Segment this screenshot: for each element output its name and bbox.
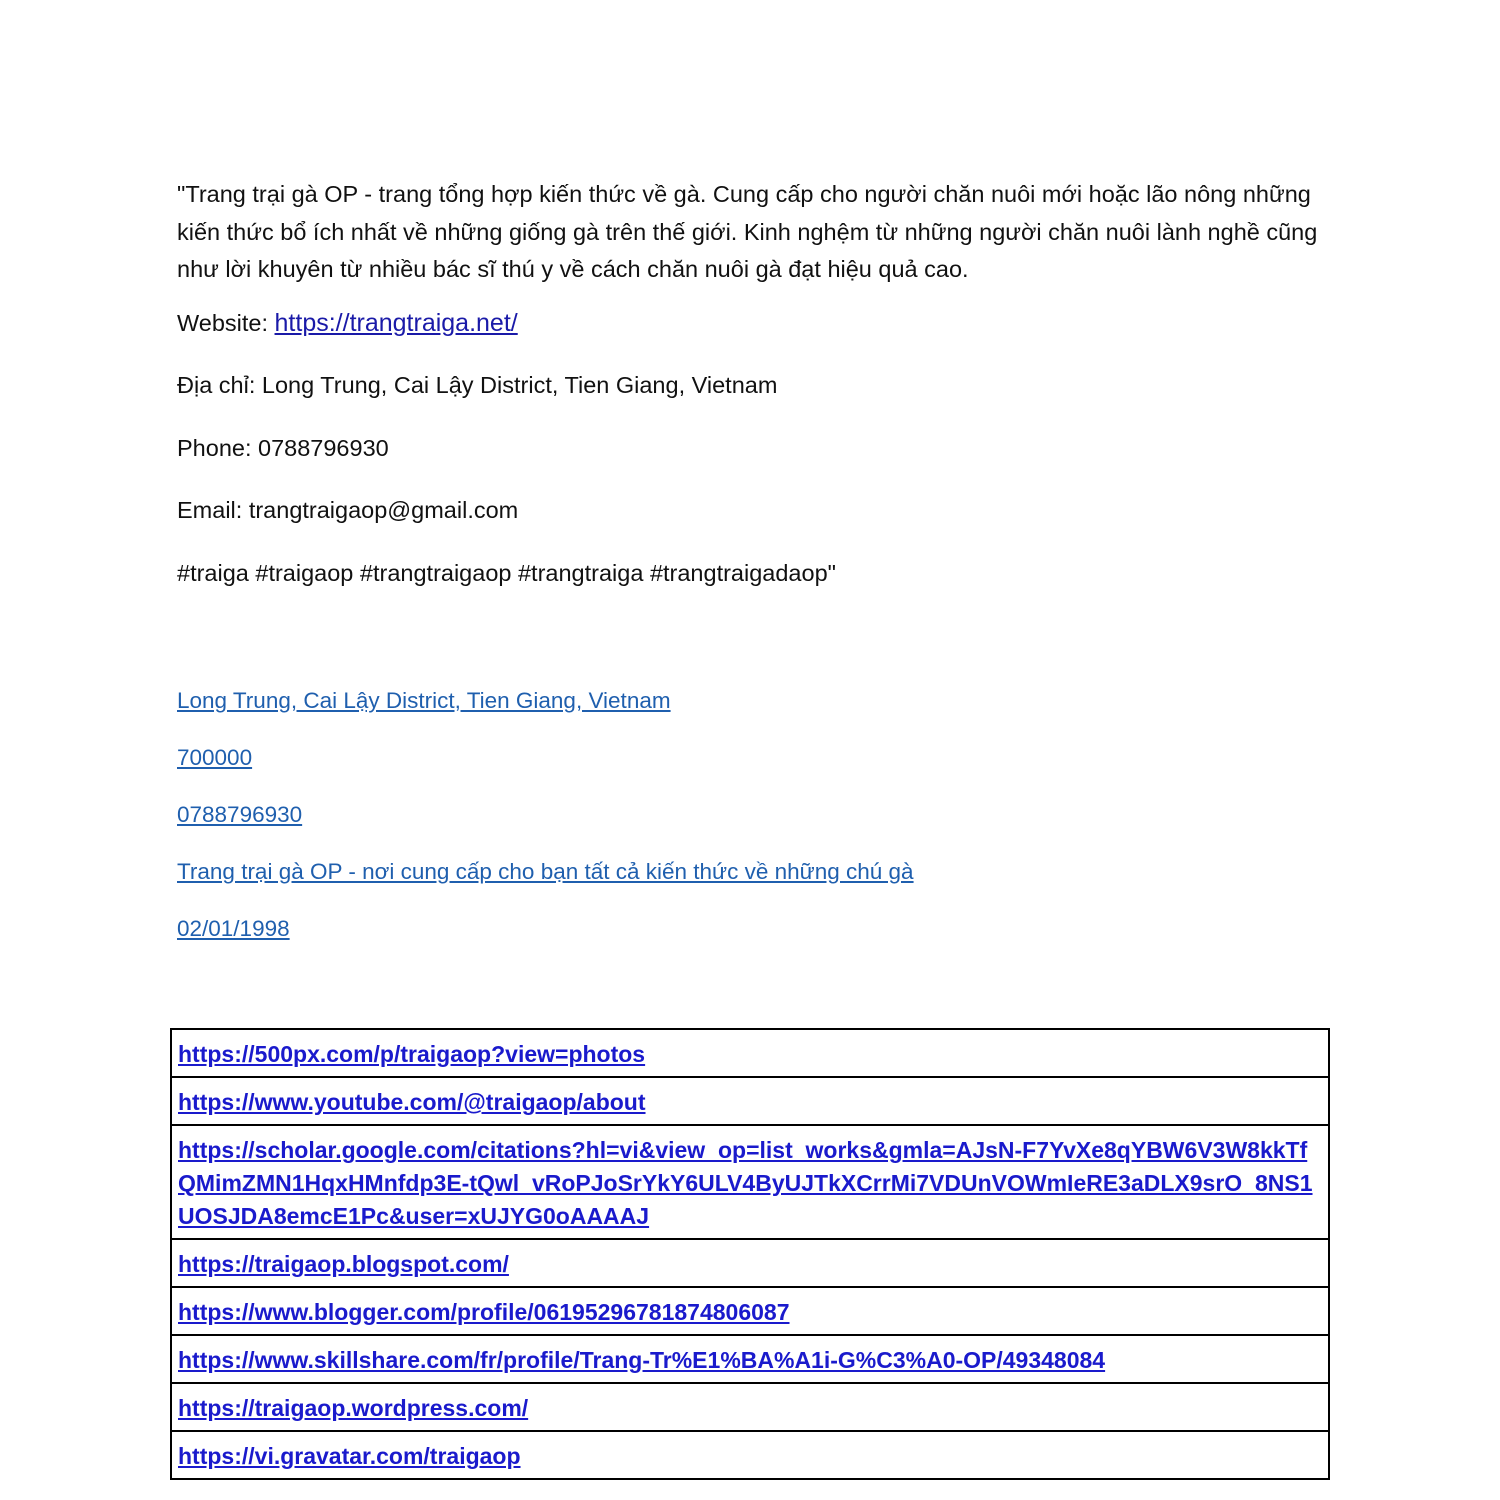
- table-cell: [171, 1383, 1329, 1431]
- profile-link-500px[interactable]: https://500px.com/p/traigaop?view=photos: [178, 1041, 646, 1067]
- profile-link-blogger[interactable]: https://www.blogger.com/profile/06195296781874806087: [178, 1299, 790, 1325]
- phone-link[interactable]: 0788796930: [177, 802, 303, 827]
- email-line: Email: trangtraigaop@gmail.com: [177, 497, 519, 523]
- table-cell: [171, 1029, 1329, 1077]
- table-cell: [171, 1077, 1329, 1125]
- profile-links-table: [170, 1028, 1330, 1480]
- website-label: Website:: [177, 309, 275, 336]
- table-row: [171, 1239, 1329, 1287]
- table-cell: [171, 1335, 1329, 1383]
- table-row: [171, 1383, 1329, 1431]
- table-row: [171, 1029, 1329, 1077]
- address-link[interactable]: Long Trung, Cai Lậy District, Tien Giang, Vietnam: [177, 688, 671, 713]
- tagline-link[interactable]: Trang trại gà OP - nơi cung cấp cho bạn tất cả kiến thức về những chú gà: [177, 859, 914, 884]
- intro-paragraph: "Trang trại gà OP - trang tổng hợp kiến thức về gà. Cung cấp cho người chăn nuôi mới hoặc lão nông những kiến thức bổ ích nhất về những giống gà trên thế giới. Kinh nghệm từ những người chăn nuôi lành nghề cũng như lời khuyên từ nhiều bác sĩ thú y về cách chăn nuôi gà đạt hiệu quả cao.: [177, 181, 1318, 282]
- profile-link-skillshare[interactable]: https://www.skillshare.com/fr/profile/Trang-Tr%E1%BA%A1i-G%C3%A0-OP/49348084: [178, 1347, 1106, 1373]
- profile-link-wordpress[interactable]: https://traigaop.wordpress.com/: [178, 1395, 529, 1421]
- table-row: [171, 1431, 1329, 1479]
- website-link[interactable]: https://trangtraiga.net/: [274, 308, 518, 337]
- table-cell: [171, 1431, 1329, 1479]
- table-cell: [171, 1287, 1329, 1335]
- website-line: [177, 309, 1327, 337]
- table-row: [171, 1077, 1329, 1125]
- hashtags-line: #traiga #traigaop #trangtraigaop #trangtraiga #trangtraigadaop": [177, 559, 836, 586]
- address-links-block: [177, 686, 914, 971]
- profile-link-blogspot[interactable]: https://traigaop.blogspot.com/: [178, 1251, 509, 1277]
- profile-link-google-scholar[interactable]: https://scholar.google.com/citations?hl=vi&view_op=list_works&gmla=AJsN-F7YvXe8qYBW6V3W8kkTfQMimZMN1HqxHMnfdp3E-tQwl_vRoPJoSrYkY6ULV4ByUJTkXCrrMi7VDUnVOWmIeRE3aDLX9srO_8NS1UOSJDA8emcE1Pc&user=xUJYG0oAAAAJ: [178, 1137, 1313, 1229]
- table-row: [171, 1335, 1329, 1383]
- profile-link-gravatar[interactable]: https://vi.gravatar.com/traigaop: [178, 1443, 521, 1469]
- table-row: [171, 1287, 1329, 1335]
- date-link[interactable]: 02/01/1998: [177, 916, 290, 941]
- postal-code-link[interactable]: 700000: [177, 745, 253, 770]
- table-cell: [171, 1125, 1329, 1239]
- profile-link-youtube[interactable]: https://www.youtube.com/@traigaop/about: [178, 1089, 646, 1115]
- address-line: Địa chỉ: Long Trung, Cai Lậy District, Tien Giang, Vietnam: [177, 372, 778, 398]
- business-info: [177, 176, 1327, 587]
- table-row: [171, 1125, 1329, 1239]
- table-cell: [171, 1239, 1329, 1287]
- phone-line: Phone: 0788796930: [177, 434, 389, 461]
